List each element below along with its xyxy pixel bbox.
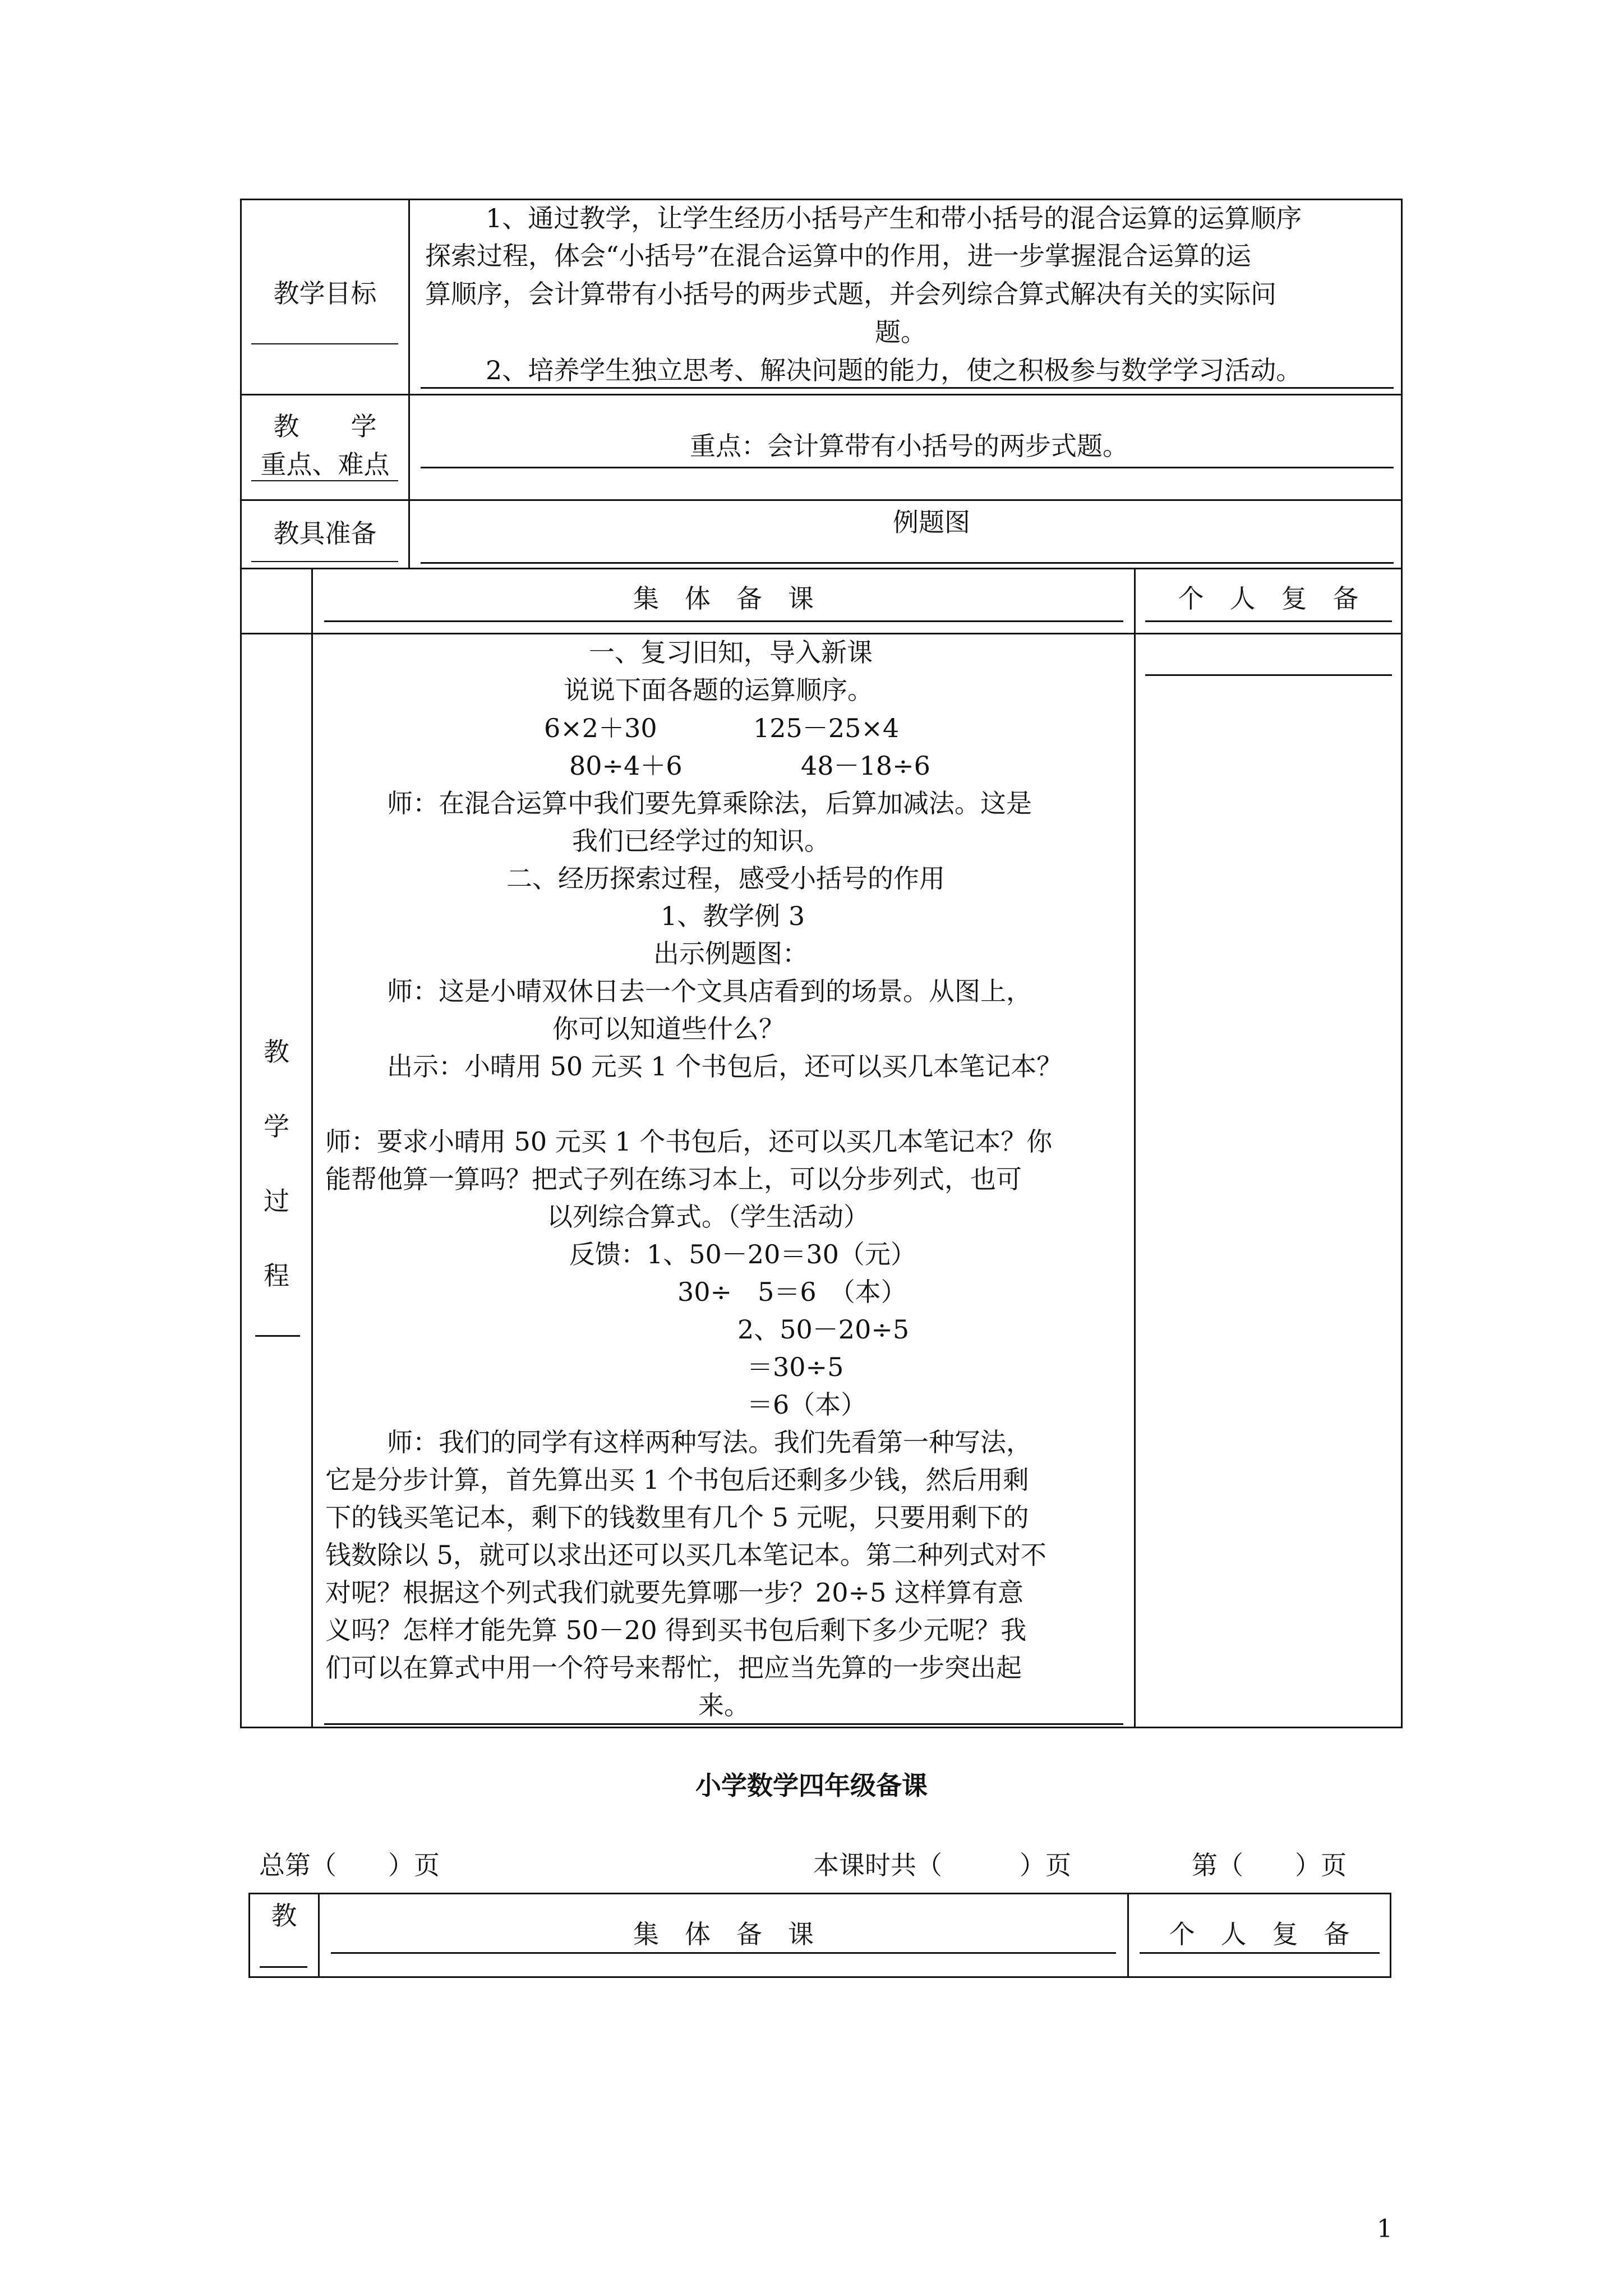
process-line-12: 师：这是小晴双休日去一个文具店看到的场景。从图上，	[387, 976, 1032, 1006]
process-line-16: 能帮他算一算吗？把式子列在练习本上，可以分步列式，也可	[325, 1164, 1022, 1194]
process-line-26: 钱数除以 5，就可以求出还可以买几本笔记本。第二种列式对不	[325, 1540, 1046, 1570]
key-points-text: 重点：会计算带有小括号的两步式题。	[690, 431, 1128, 461]
key-points-label-2: 重点、难点	[260, 449, 390, 480]
key-points-label-1: 教 学	[273, 411, 377, 441]
objectives-line-4: 题。	[875, 317, 926, 347]
teaching-aids-label: 教具准备	[273, 518, 377, 549]
process-line-30: 来。	[698, 1690, 750, 1720]
process-line-24: 它是分步计算，首先算出买 1 个书包后还剩多少钱，然后用剩	[325, 1465, 1029, 1495]
process-line-20: 2、50－20÷5	[737, 1314, 910, 1345]
bottom-personal-header: 个 人 复 备	[1169, 1919, 1350, 1949]
process-line-8: 我们已经学过的知识。	[572, 826, 830, 856]
process-line-21: ＝30÷5	[747, 1352, 844, 1382]
process-line-18: 反馈：1、50－20＝30（元）	[569, 1239, 916, 1269]
process-line-2: 说说下面各题的运算顺序。	[564, 675, 873, 705]
process-side-label-4: 程	[264, 1260, 289, 1291]
process-line-13: 你可以知道些什么？	[552, 1014, 785, 1044]
process-line-4: 125－25×4	[753, 713, 900, 743]
process-line-25: 下的钱买笔记本，剩下的钱数里有几个 5 元呢，只要用剩下的	[325, 1502, 1029, 1533]
process-line-27: 对呢？根据这个列式我们就要先算哪一步？20÷5 这样算有意	[325, 1577, 1023, 1608]
page-title: 小学数学四年级备课	[695, 1770, 928, 1801]
process-line-19: 30÷ 5＝6 （本）	[677, 1277, 907, 1307]
page-no-label: 第（ ）页	[1192, 1850, 1347, 1880]
objectives-line-5: 2、培养学生独立思考、解决问题的能力，使之积极参与数学学习活动。	[486, 355, 1302, 385]
objectives-line-1: 1、通过教学，让学生经历小括号产生和带小括号的混合运算的运算顺序	[486, 203, 1302, 233]
process-line-15: 师：要求小晴用 50 元买 1 个书包后，还可以买几本笔记本？你	[325, 1126, 1053, 1157]
process-line-6: 48－18÷6	[801, 751, 930, 781]
collective-header: 集 体 备 课	[633, 583, 814, 614]
process-side-label-1: 教	[264, 1037, 289, 1067]
process-side-label-3: 过	[264, 1186, 289, 1216]
process-line-5: 80÷4＋6	[569, 751, 683, 781]
total-page-label: 总第（ ）页	[259, 1850, 440, 1880]
process-line-7: 师：在混合运算中我们要先算乘除法，后算加减法。这是	[387, 788, 1032, 818]
teaching-aids-text: 例题图	[893, 507, 970, 537]
process-line-3: 6×2＋30	[544, 713, 657, 743]
page-number: 1	[1377, 2215, 1393, 2243]
process-line-14: 出示：小晴用 50 元买 1 个书包后，还可以买几本笔记本？	[387, 1051, 1063, 1082]
process-line-9: 二、经历探索过程，感受小括号的作用	[506, 863, 945, 894]
process-side-label-2: 学	[264, 1111, 289, 1142]
process-line-29: 们可以在算式中用一个符号来帮忙，把应当先算的一步突出起	[325, 1653, 1022, 1683]
process-line-28: 义吗？怎样才能先算 50－20 得到买书包后剩下多少元呢？我	[325, 1615, 1027, 1645]
bottom-side-label: 教	[271, 1901, 297, 1931]
process-line-10: 1、教学例 3	[661, 901, 805, 931]
process-line-11: 出示例题图：	[653, 938, 808, 969]
process-line-17: 以列综合算式。（学生活动）	[547, 1202, 869, 1232]
process-line-23: 师：我们的同学有这样两种写法。我们先看第一种写法，	[387, 1427, 1032, 1457]
lesson-pages-label: 本课时共（ ）页	[813, 1850, 1071, 1880]
process-line-22: ＝6（本）	[747, 1389, 867, 1420]
objectives-label: 教学目标	[273, 278, 377, 309]
personal-header: 个 人 复 备	[1178, 583, 1359, 614]
objectives-line-2: 探索过程，体会“小括号”在混合运算中的作用，进一步掌握混合运算的运	[425, 241, 1252, 271]
objectives-line-3: 算顺序，会计算带有小括号的两步式题，并会列综合算式解决有关的实际问	[425, 279, 1276, 309]
process-line-1: 一、复习旧知，导入新课	[589, 637, 873, 668]
bottom-collective-header: 集 体 备 课	[633, 1919, 814, 1949]
